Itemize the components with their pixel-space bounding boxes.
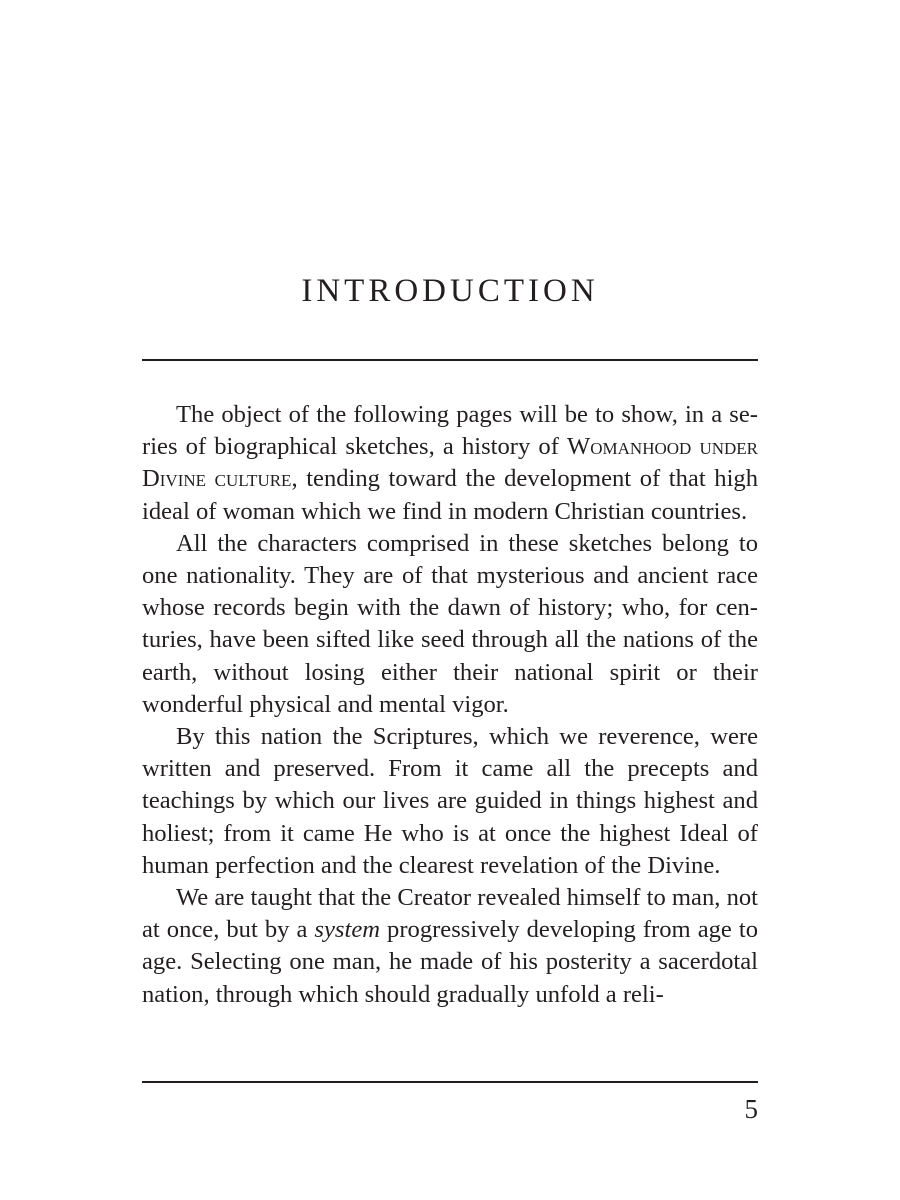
body-text (142, 399, 758, 1011)
top-rule (142, 359, 758, 361)
page-title: INTRODUCTION (301, 273, 599, 309)
paragraph-3: By this nation the Scriptures, which we reverence, were written and preserved. From it came all the precepts and teachings by which our lives are guided in things highest and holiest; from it came He who is at once the highest Ideal of human perfection and the clearest revelation of the Divine. (142, 723, 758, 879)
paragraph-4 (142, 882, 758, 1011)
paragraph-1-part-a: The object of the following pages will be to show, in a series of biographical sketches, a history of (142, 401, 758, 461)
paragraph-4-part-b: progressively developing from age to age. Selecting one man, he made of his posterity a sacerdotal nation, through which should gradually unfold a reli- (142, 916, 758, 1008)
paragraph-1-part-b: , tending toward the development of that high ideal of woman which we find in modern Christian countries. (142, 465, 758, 525)
paragraph-1-small-caps: Womanhood under Divine culture (142, 433, 758, 493)
bottom-rule (142, 1081, 758, 1083)
paragraph-1 (142, 399, 758, 528)
page-number: 5 (744, 1094, 758, 1124)
paragraph-4-part-a: We are taught that the Creator revealed himself to man, not at once, but by a (142, 884, 758, 944)
paragraph-4-emphasis: system (314, 916, 380, 944)
paragraph-2: All the characters comprised in these sketches belong to one nationality. They are of that mysterious and ancient race whose records begin with the dawn of history; who, for centuries, have been sifted like seed through all the nations of the earth, without losing either their national spirit or their wonderful physical and mental vigor. (142, 529, 758, 718)
